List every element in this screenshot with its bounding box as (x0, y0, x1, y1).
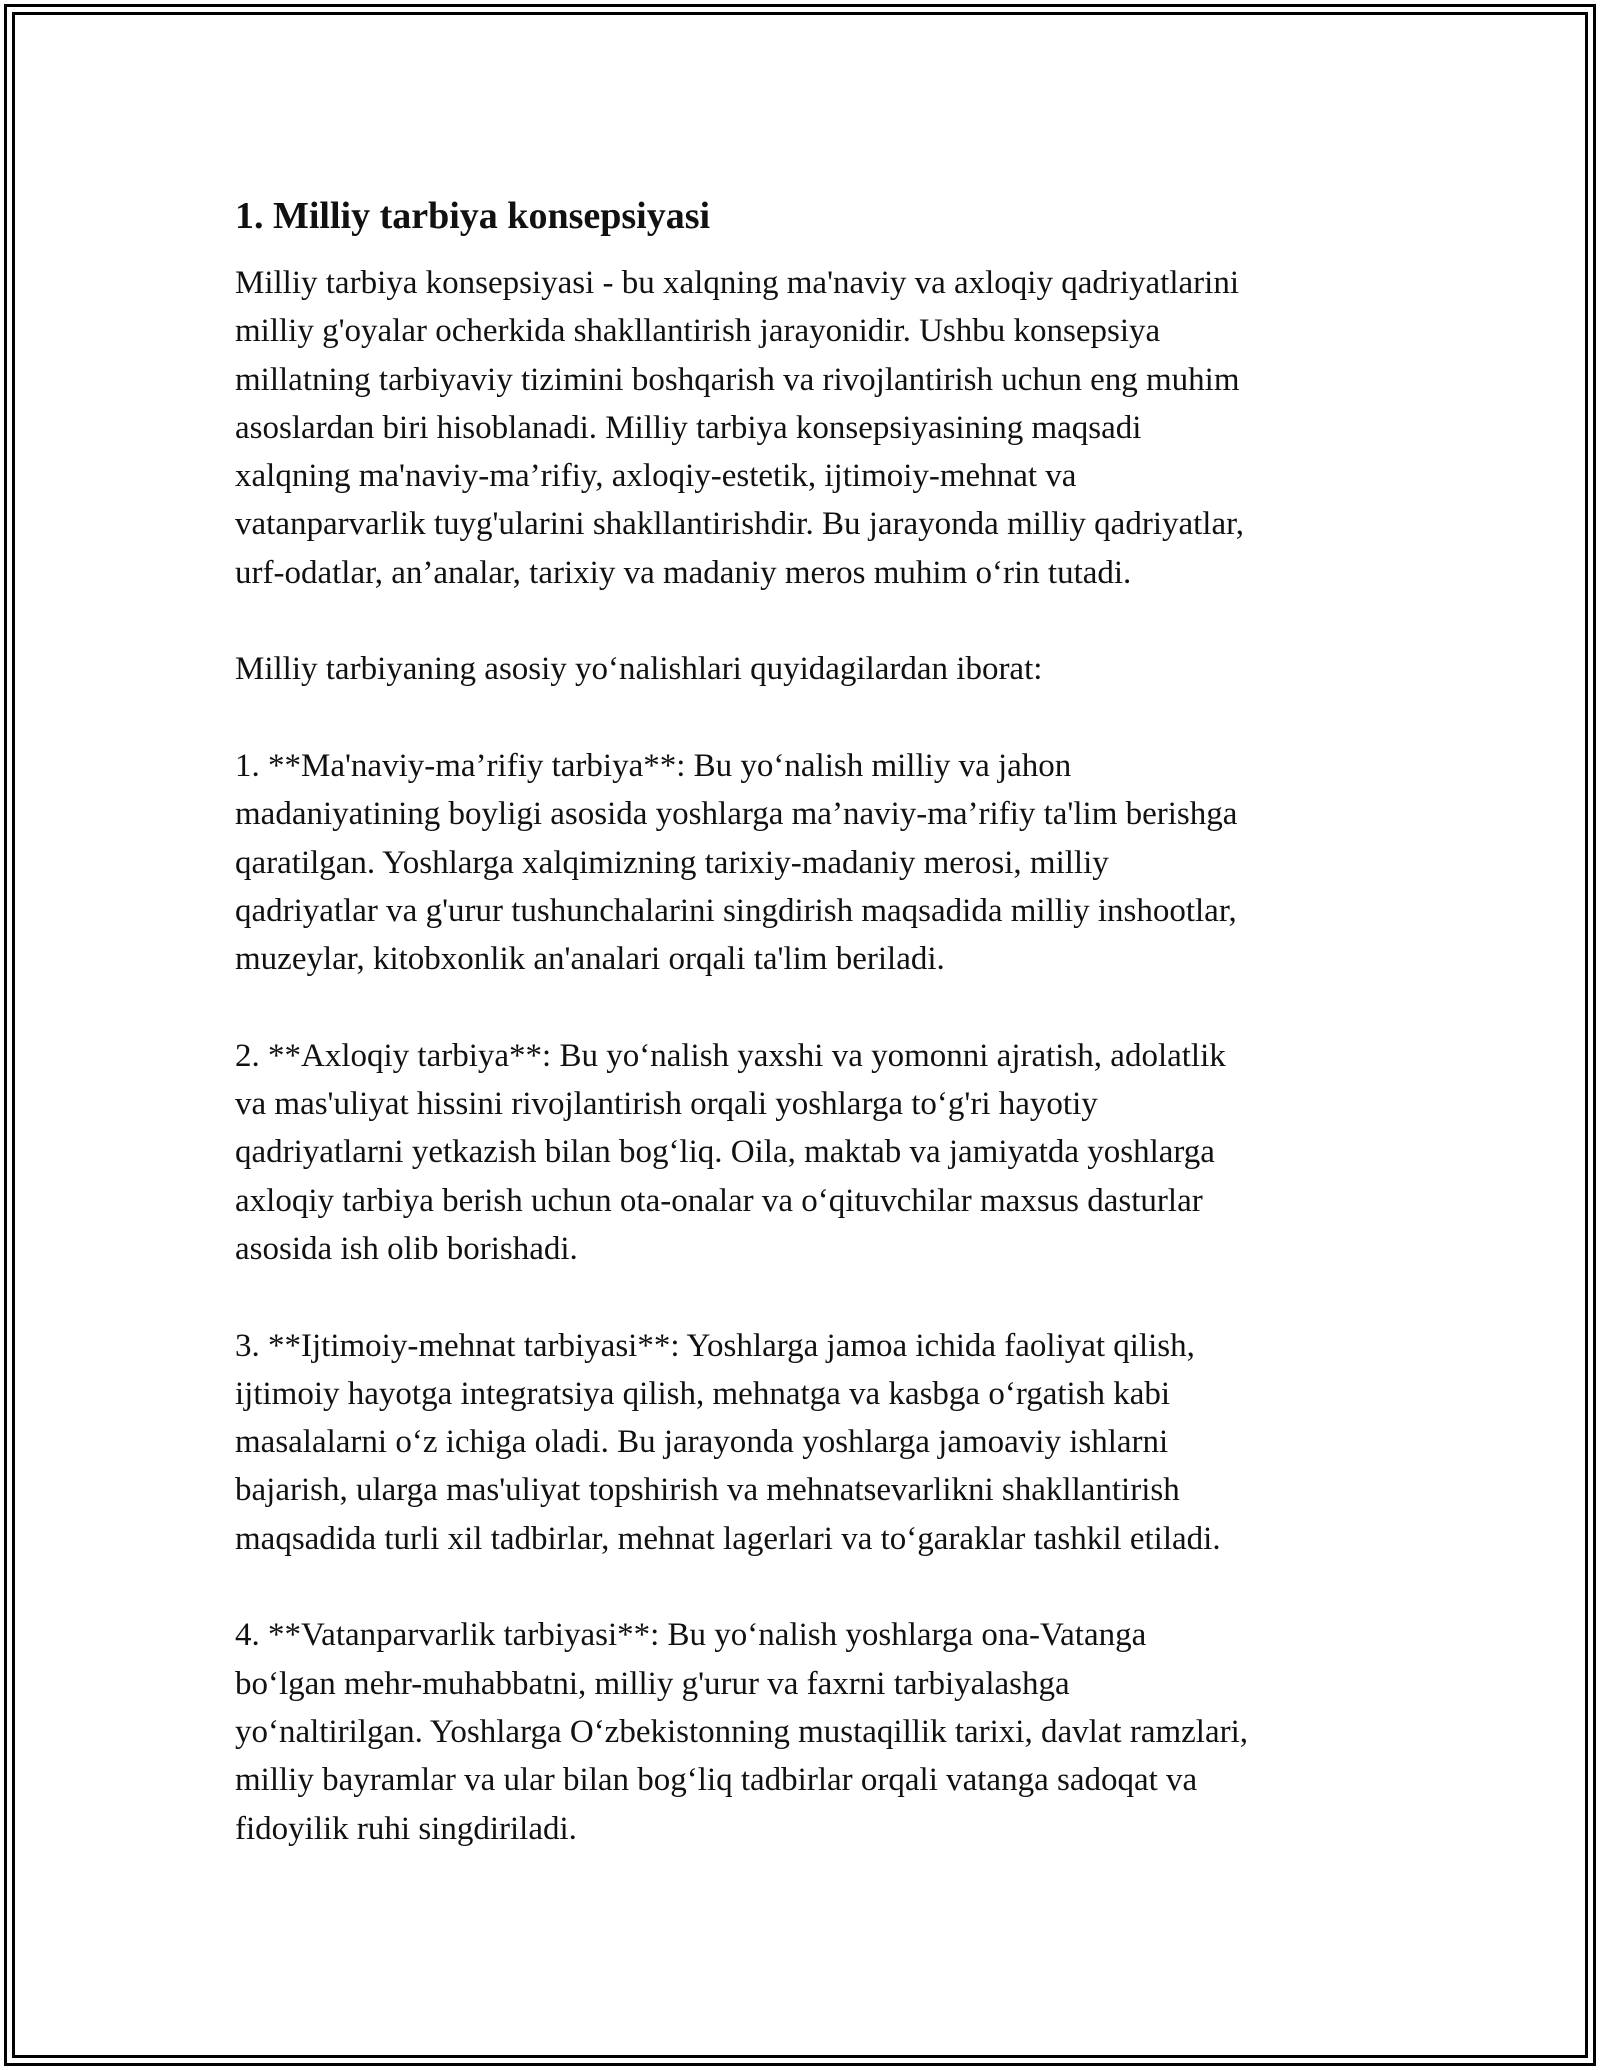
paragraph-line: 4. **Vatanparvarlik tarbiyasi**: Bu yo‘nalish yoshlarga ona-Vatanga (235, 1617, 1147, 1654)
paragraph-line: Milliy tarbiya konsepsiyasi - bu xalqning ma'naviy va axloqiy qadriyatlarini (235, 265, 1239, 301)
paragraph-line: masalalarni o‘z ichiga oladi. Bu jarayonda yoshlarga jamoaviy ishlarni (235, 1424, 1169, 1461)
document-body (235, 183, 1385, 1901)
paragraph-line: 1. **Ma'naviy-ma’rifiy tarbiya**: Bu yo‘nalish milliy va jahon (235, 747, 1072, 784)
paragraph-line: 2. **Axloqiy tarbiya**: Bu yo‘nalish yaxshi va yomonni ajratish, adolatlik (235, 1037, 1226, 1074)
paragraph-line: asoslardan biri hisoblanadi. Milliy tarbiya konsepsiyasining maqsadi (235, 409, 1142, 446)
paragraph-line: bo‘lgan mehr-muhabbatni, milliy g'urur va faxrni tarbiyalashga (235, 1665, 1070, 1702)
paragraph-line: Milliy tarbiyaning asosiy yo‘nalishlari quyidagilardan iborat: (235, 651, 1043, 688)
paragraph-line: qadriyatlar va g'urur tushunchalarini singdirish maqsadida milliy inshootlar, (235, 892, 1237, 929)
paragraph-line: qadriyatlarni yetkazish bilan bog‘liq. Oila, maktab va jamiyatda yoshlarga (235, 1134, 1215, 1171)
paragraph-item-4 (235, 1611, 1385, 1852)
paragraph-line: qaratilgan. Yoshlarga xalqimizning tarixiy-madaniy merosi, milliy (235, 844, 1109, 881)
paragraph-line: yo‘naltirilgan. Yoshlarga O‘zbekistonning mustaqillik tarixi, davlat ramzlari, (235, 1713, 1249, 1750)
paragraph-line: muzeylar, kitobxonlik an'analari orqali ta'lim beriladi. (235, 941, 945, 978)
paragraph-line: bajarish, ularga mas'uliyat topshirish va mehnatsevarlikni shakllantirish (235, 1472, 1180, 1509)
paragraph-intro (235, 259, 1385, 597)
paragraph-line: vatanparvarlik tuyg'ularini shakllantirishdir. Bu jarayonda milliy qadriyatlar, (235, 506, 1245, 543)
paragraph-line: millatning tarbiyaviy tizimini boshqarish va rivojlantirish uchun eng muhim (235, 361, 1240, 398)
paragraph-line: va mas'uliyat hissini rivojlantirish orqali yoshlarga to‘g'ri hayotiy (235, 1086, 1098, 1123)
paragraph-line: madaniyatining boyligi asosida yoshlarga ma’naviy-ma’rifiy ta'lim berishga (235, 796, 1238, 833)
paragraph-line: urf-odatlar, an’analar, tarixiy va madaniy meros muhim o‘rin tutadi. (235, 554, 1132, 591)
paragraph-line: asosida ish olib borishadi. (235, 1230, 578, 1267)
paragraph-line: milliy bayramlar va ular bilan bog‘liq tadbirlar orqali vatanga sadoqat va (235, 1762, 1198, 1799)
paragraph-line: fidoyilik ruhi singdiriladi. (235, 1810, 577, 1847)
paragraph-line: xalqning ma'naviy-ma’rifiy, axloqiy-estetik, ijtimoiy-mehnat va (235, 458, 1077, 495)
paragraph-line: ijtimoiy hayotga integratsiya qilish, mehnatga va kasbga o‘rgatish kabi (235, 1375, 1171, 1412)
paragraph-line: 3. **Ijtimoiy-mehnat tarbiyasi**: Yoshlarga jamoa ichida faoliyat qilish, (235, 1327, 1195, 1364)
paragraph-line: milliy g'oyalar ocherkida shakllantirish jarayonidir. Ushbu konsepsiya (235, 313, 1161, 350)
section-heading: 1. Milliy tarbiya konsepsiyasi (235, 195, 711, 237)
paragraph-item-3 (235, 1322, 1385, 1563)
paragraph-item-1 (235, 742, 1385, 983)
paragraph-line: maqsadida turli xil tadbirlar, mehnat lagerlari va to‘garaklar tashkil etiladi. (235, 1520, 1221, 1557)
paragraph-item-2 (235, 1032, 1385, 1273)
paragraph-directions-intro (235, 645, 1385, 693)
paragraph-line: axloqiy tarbiya berish uchun ota-onalar va o‘qituvchilar maxsus dasturlar (235, 1182, 1203, 1219)
